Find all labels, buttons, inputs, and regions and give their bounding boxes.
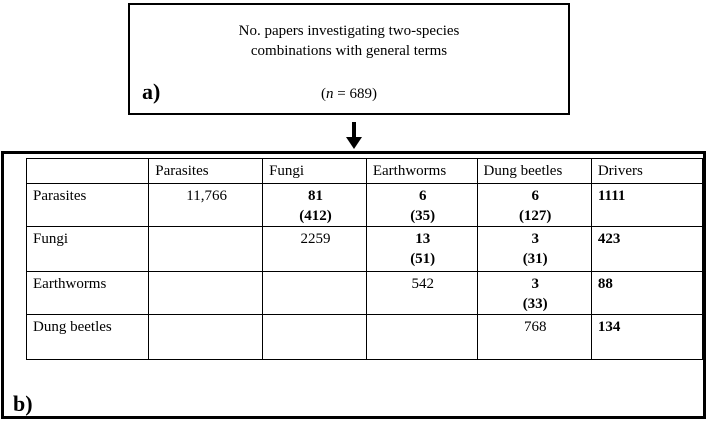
cell-parasites-dung-beetles (477, 184, 591, 227)
header-drivers: Drivers (591, 159, 702, 184)
cell-dung-beetles-dung-beetles: 768 (477, 315, 591, 360)
cell-fungi-dung-beetles (477, 227, 591, 272)
table-row-earthworms (27, 272, 703, 315)
cell-dung-beetles-fungi (263, 315, 367, 360)
panel-a-title (130, 21, 568, 61)
cell-value-parenthetical: (51) (410, 251, 436, 267)
panel-b-box (1, 151, 706, 419)
count-open: ( (321, 86, 327, 102)
cell-value-parenthetical: (31) (522, 251, 548, 267)
cell-value: 13 (415, 231, 431, 247)
row-label-parasites: Parasites (27, 184, 149, 227)
cell-parasites-earthworms (366, 184, 477, 227)
cell-fungi-parasites (149, 227, 263, 272)
cell-value-parenthetical: (127) (518, 208, 552, 224)
panel-b-label: b) (13, 391, 33, 416)
panel-a-title-line-1: No. papers investigating two-species (238, 23, 460, 39)
row-label-fungi: Fungi (27, 227, 149, 272)
header-corner-cell (27, 159, 149, 184)
table-row-dung-beetles (27, 315, 703, 360)
cell-value-parenthetical: (33) (522, 296, 548, 312)
cell-fungi-earthworms (366, 227, 477, 272)
cell-dung-beetles-drivers: 134 (591, 315, 702, 360)
cell-parasites-drivers: 1111 (591, 184, 702, 227)
count-variable: n (326, 86, 334, 102)
cell-earthworms-parasites (149, 272, 263, 315)
table-row-parasites (27, 184, 703, 227)
row-label-dung-beetles: Dung beetles (27, 315, 149, 360)
cell-earthworms-dung-beetles (477, 272, 591, 315)
cell-parasites-parasites: 11,766 (149, 184, 263, 227)
cell-value-parenthetical: (35) (410, 208, 436, 224)
table-row-fungi (27, 227, 703, 272)
cell-value: 3 (531, 231, 539, 247)
cell-value: 6 (531, 188, 539, 204)
header-fungi: Fungi (263, 159, 367, 184)
panel-a-label: a) (142, 79, 161, 104)
cell-value: 81 (307, 188, 323, 204)
cell-earthworms-fungi (263, 272, 367, 315)
cell-dung-beetles-parasites (149, 315, 263, 360)
row-label-earthworms: Earthworms (27, 272, 149, 315)
cell-fungi-fungi: 2259 (263, 227, 367, 272)
header-dung-beetles: Dung beetles (477, 159, 591, 184)
header-parasites: Parasites (149, 159, 263, 184)
cell-fungi-drivers: 423 (591, 227, 702, 272)
panel-a-count (130, 86, 568, 103)
header-earthworms: Earthworms (366, 159, 477, 184)
down-arrow-icon (345, 122, 363, 150)
cell-value-parenthetical: (412) (299, 208, 332, 224)
table-header-row (27, 159, 703, 184)
cell-earthworms-drivers: 88 (591, 272, 702, 315)
count-value: = 689) (333, 86, 377, 102)
cell-value: 3 (531, 276, 539, 292)
panel-a-box (128, 3, 570, 115)
cell-parasites-fungi (263, 184, 367, 227)
cell-dung-beetles-earthworms (366, 315, 477, 360)
species-combination-table (26, 158, 703, 360)
cell-value: 6 (418, 188, 427, 204)
panel-a-title-line-2: combinations with general terms (250, 43, 448, 59)
cell-earthworms-earthworms: 542 (366, 272, 477, 315)
